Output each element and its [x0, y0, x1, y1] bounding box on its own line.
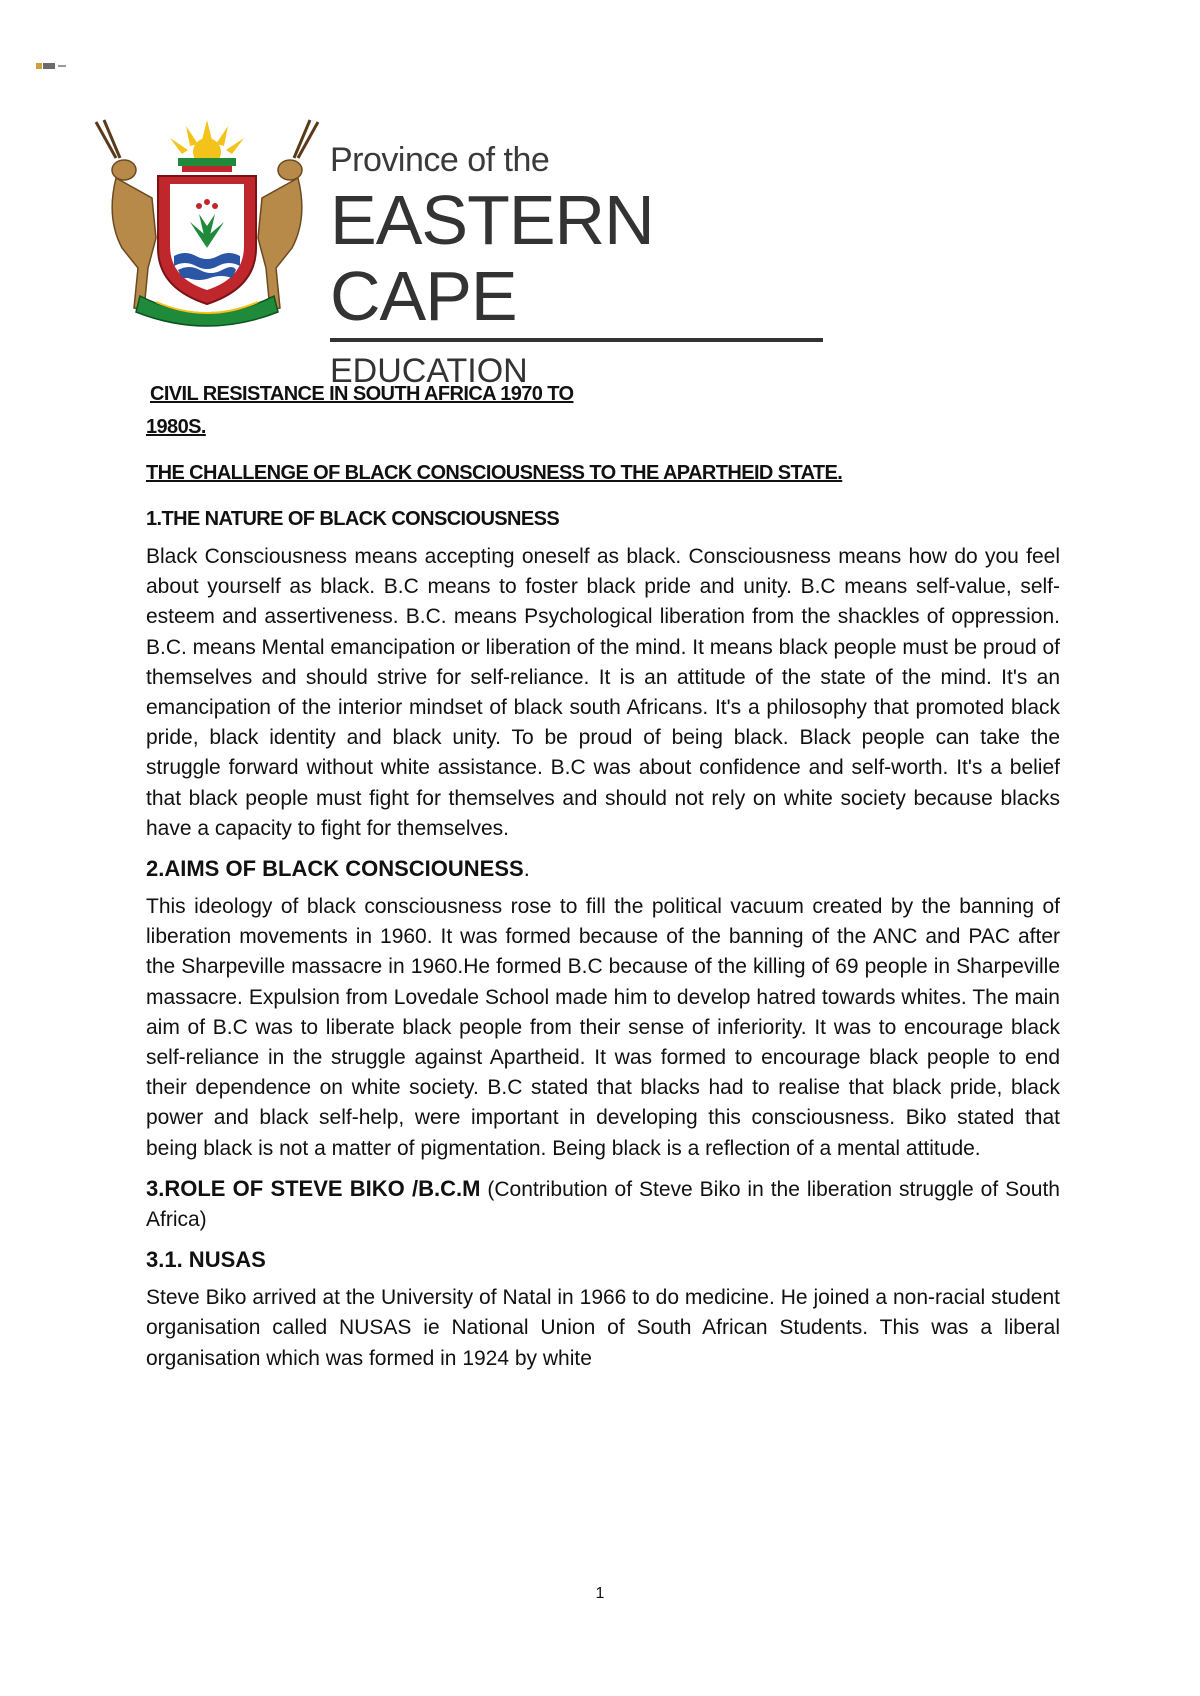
document-title-line1: CIVIL RESISTANCE IN SOUTH AFRICA 1970 TO [150, 383, 574, 405]
page-number: 1 [595, 1585, 605, 1602]
section1-heading: 1.THE NATURE OF BLACK CONSCIOUSNESS [146, 508, 560, 530]
section3-heading-text: 3.ROLE OF STEVE BIKO /B.C.M [146, 1175, 481, 1201]
logo-province-label: Province of the [330, 141, 550, 179]
logo-eastern-cape-label: EASTERN CAPE [330, 181, 654, 335]
section31-heading: 3.1. NUSAS [146, 1247, 266, 1273]
coat-of-arms-icon [86, 118, 328, 328]
section31-body: Steve Biko arrived at the University of Natal in 1966 to do medicine. He joined a non-racial student organisation called NUSAS ie National Union of South African Students. This was a liberal organisation which was formed in 1924 by white [146, 1286, 1060, 1370]
document-body [146, 378, 1060, 1374]
logo-divider [330, 338, 823, 342]
document-title-line2: 1980S. [146, 416, 206, 438]
section2-heading-tail: . [523, 856, 530, 882]
section1-body: Black Consciousness means accepting oneself as black. Consciousness means how do you feel about yourself as black. B.C means to foster black pride and unity. B.C means self-value, self-esteem and assertiveness. B.C. means Psychological liberation from the shackles of oppression. B.C. means Mental emancipation or liberation of the mind. It means black people must be proud of themselves and should strive for self-reliance. It is an attitude of the state of the mind. It's an emancipation of the interior mindset of black south Africans. It's a philosophy that promoted black pride, black identity and black unity. To be proud of being black. Black people can take the struggle forward without white assistance. B.C was about confidence and self-worth. It's a belief that black people must fight for themselves and should not rely on white society because blacks have a capacity to fight for themselves. [146, 545, 1060, 840]
logo-education-label: EDUCATION [330, 352, 528, 390]
small-header-logo-icon [36, 60, 76, 72]
province-logo-text [330, 140, 830, 392]
section2-body: This ideology of black consciousness rose to fill the political vacuum created by the banning of liberation movements in 1960. It was formed because of the banning of the ANC and PAC after the Sharpeville massacre in 1960.He formed B.C because of the killing of 69 people in Sharpeville massacre. Expulsion from Lovedale School made him to develop hatred towards whites. The main aim of B.C was to liberate black people from their sense of inferiority. It was to encourage black self-reliance in the struggle against Apartheid. It was formed to encourage black people to end their dependence on white society. B.C stated that blacks had to realise that black pride, black power and black self-help, were important in developing this consciousness. Biko stated that being black is not a matter of pigmentation. Being black is a reflection of a mental attitude. [146, 895, 1060, 1160]
section3-heading [146, 1174, 1060, 1235]
document-title [146, 378, 1060, 444]
document-subtitle: THE CHALLENGE OF BLACK CONSCIOUSNESS TO THE APARTHEID STATE. [146, 462, 843, 484]
section2-heading [146, 854, 1060, 884]
section3-heading-tail: (Contribution of Steve Biko in the liberation struggle of South Africa) [146, 1177, 1060, 1232]
section2-heading-text: 2.AIMS OF BLACK CONSCIOUNESS [146, 856, 524, 882]
